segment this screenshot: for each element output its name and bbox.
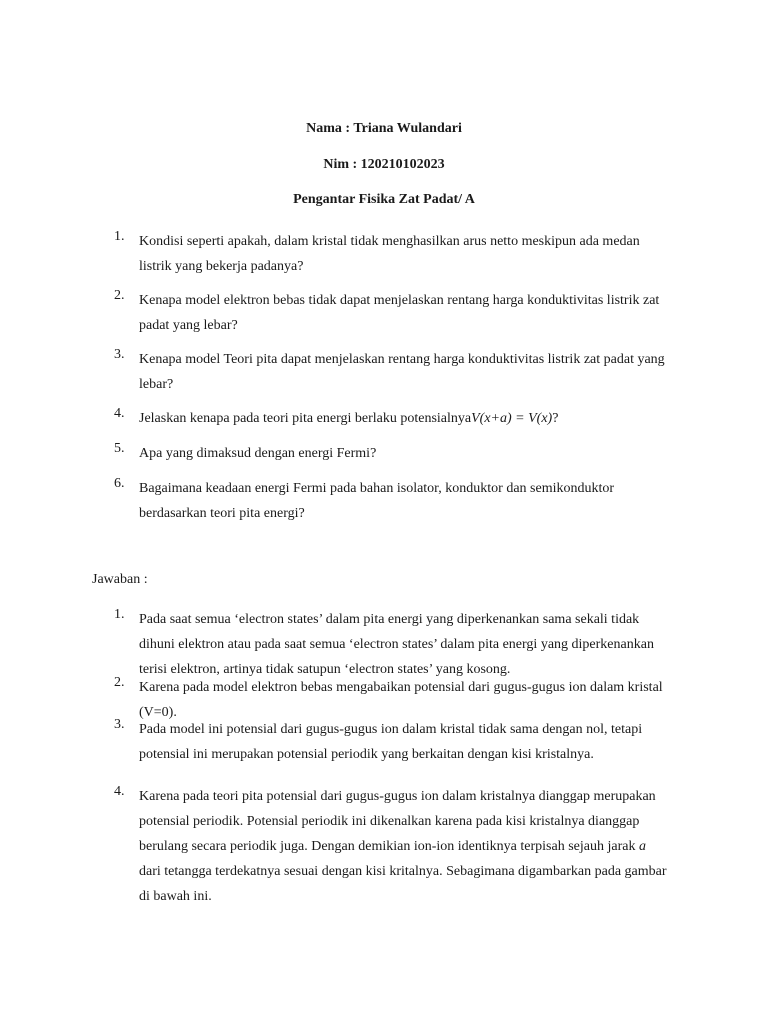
question-text-after: ? [552,411,559,426]
formula: V(x+a) = V(x) [471,411,553,426]
formula: a [638,839,646,854]
answers-label: Jawaban : [92,572,148,587]
answer-text: Pada saat semua ‘electron states’ dalam pita energi yang diperkenankan sama sekali tidak dihuni elektron atau pada saat semua ‘electron states’ dalam pita energi yang diperkenankan terisi elektron, artinya tidak satupun ‘electron states’ yang kosong. [139,612,654,677]
question-text [139,406,671,431]
student-name: Nama : Triana Wulandari [306,121,462,136]
question-number: 2. [114,288,125,303]
question-text: Apa yang dimaksud dengan energi Fermi? [139,446,377,461]
answer-number: 2. [114,675,125,690]
question-number: 3. [114,347,125,362]
student-nim: Nim : 120210102023 [323,157,445,172]
answer-text [139,784,671,909]
question-text: Kenapa model Teori pita dapat menjelaskan rentang harga konduktivitas listrik zat padat yang lebar? [139,352,665,392]
question-text: Kenapa model elektron bebas tidak dapat menjelaskan rentang harga konduktivitas listrik zat padat yang lebar? [139,293,660,333]
answer-text-after: dari tetangga terdekatnya sesuai dengan kisi kritalnya. Sebagimana digambarkan pada gambar di bawah ini. [139,864,667,904]
answer-text: Karena pada model elektron bebas mengabaikan potensial dari gugus-gugus ion dalam kristal (V=0). [139,680,663,720]
answer-text: Pada model ini potensial dari gugus-gugus ion dalam kristal tidak sama dengan nol, tetapi potensial ini merupakan potensial periodik yang berkaitan dengan kisi kristalnya. [139,722,643,762]
question-number: 6. [114,476,125,491]
question-text: Kondisi seperti apakah, dalam kristal tidak menghasilkan arus netto meskipun ada medan listrik yang bekerja padanya? [139,234,640,274]
answer-number: 1. [114,607,125,622]
question-number: 5. [114,441,125,456]
answer-number: 3. [114,717,125,732]
question-text-before: Jelaskan kenapa pada teori pita energi berlaku potensialnya [139,411,472,426]
course-title: Pengantar Fisika Zat Padat/ A [293,192,475,207]
question-number: 1. [114,229,125,244]
question-number: 4. [114,406,125,421]
answer-text-before: Karena pada teori pita potensial dari gugus-gugus ion dalam kristalnya dianggap merupakan potensial periodik. Potensial periodik ini dikenalkan karena pada kisi kristalnya dianggap berulang secara periodik juga. Dengan demikian ion-ion identiknya terpisah sejauh jarak [139,789,656,854]
question-text: Bagaimana keadaan energi Fermi pada bahan isolator, konduktor dan semikonduktor berdasarkan teori pita energi? [139,481,615,521]
answer-number: 4. [114,784,125,799]
